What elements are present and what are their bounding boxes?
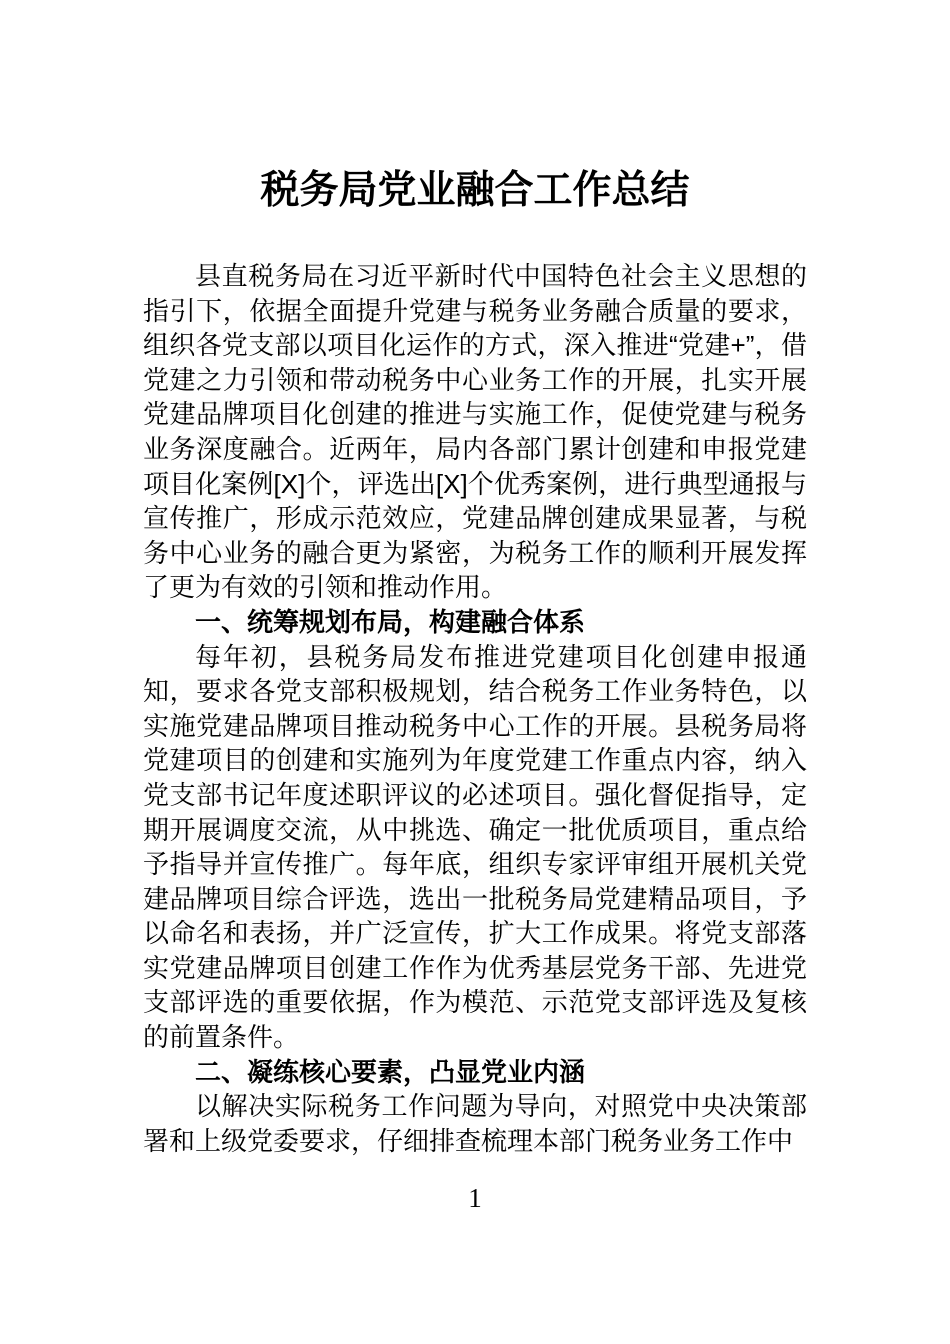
page-number: 1: [468, 1183, 482, 1213]
paragraph-intro: 县直税务局在习近平新时代中国特色社会主义思想的指引下，依据全面提升党建与税务业务融合质量的要求，组织各党支部以项目化运作的方式，深入推进“党建+”，借党建之力引领和带动税务中心业务工作的开展，扎实开展党建品牌项目化创建的推进与实施工作，促使党建与税务业务深度融合。近两年，局内各部门累计创建和申报党建项目化案例[X]个，评选出[X]个优秀案例，进行典型通报与宣传推广，形成示范效应，党建品牌创建成果显著，与税务中心业务的融合更为紧密，为税务工作的顺利开展发挥了更为有效的引领和推动作用。: [143, 261, 807, 603]
document-title: 税务局党业融合工作总结: [260, 169, 690, 212]
section-heading-2: 二、凝练核心要素，凸显党业内涵: [195, 1056, 586, 1087]
paragraph-section-1: 每年初，县税务局发布推进党建项目化创建申报通知，要求各党支部积极规划，结合税务工作业务特色，以实施党建品牌项目推动税务中心工作的开展。县税务局将党建项目的创建和实施列为年度党建工作重点内容，纳入党支部书记年度述职评议的必述项目。强化督促指导，定期开展调度交流，从中挑选、确定一批优质项目，重点给予指导并宣传推广。每年底，组织专家评审组开展机关党建品牌项目综合评选，选出一批税务局党建精品项目，予以命名和表扬，并广泛宣传，扩大工作成果。将党支部落实党建品牌项目创建工作作为优秀基层党务干部、先进党支部评选的重要依据，作为模范、示范党支部评选及复核的前置条件。: [143, 641, 807, 1053]
section-heading-1: 一、统筹规划布局，构建融合体系: [195, 606, 586, 637]
paragraph-section-2: 以解决实际税务工作问题为导向，对照党中央决策部署和上级党委要求，仔细排查梳理本部门税务业务工作中: [143, 1091, 807, 1156]
document-body: [143, 259, 807, 1158]
